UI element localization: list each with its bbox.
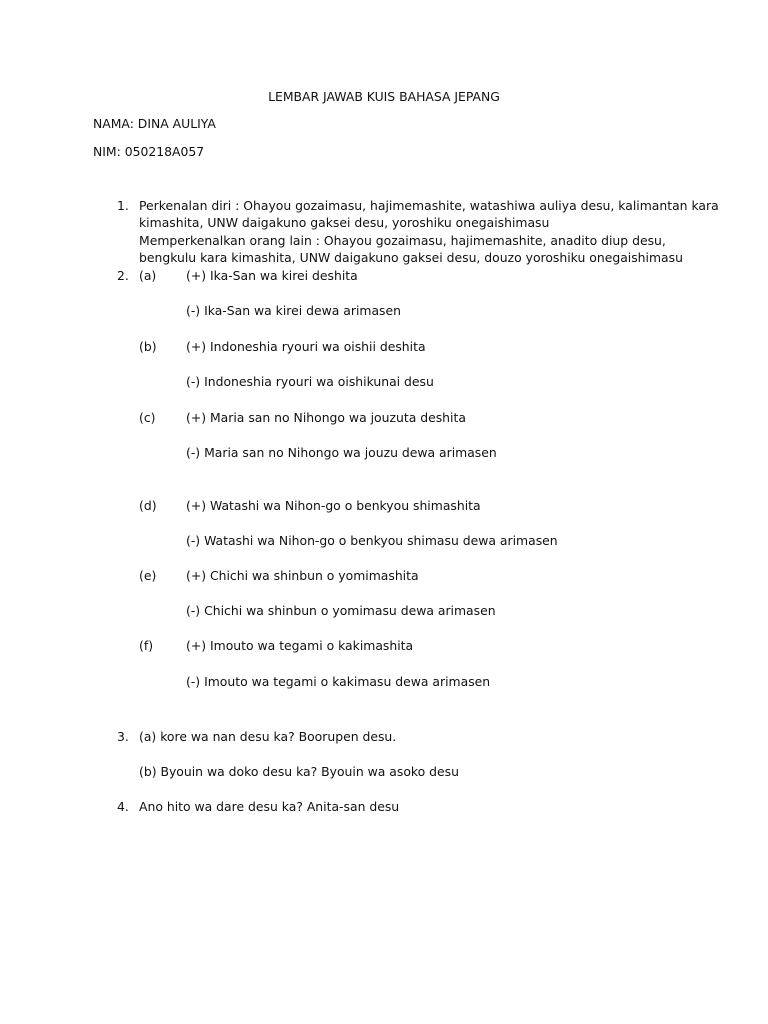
q2-item-letter: (c): [139, 410, 156, 425]
q2-number: 2.: [117, 268, 129, 283]
q2-item-negative: (-) Indoneshia ryouri wa oishikunai desu: [186, 374, 434, 389]
q2-item-negative: (-) Watashi wa Nihon-go o benkyou shimasu dewa arimasen: [186, 533, 558, 548]
q2-item-negative: (-) Imouto wa tegami o kakimasu dewa arimasen: [186, 674, 491, 689]
q1-number: 1.: [117, 198, 129, 213]
q2-item-positive: (+) Chichi wa shinbun o yomimashita: [186, 568, 419, 583]
q2-item-positive: (+) Maria san no Nihongo wa jouzuta deshita: [186, 410, 466, 425]
q1-line-4: bengkulu kara kimashita, UNW daigakuno gaksei desu, douzo yoroshiku onegaishimasu: [139, 250, 683, 265]
q1-line-1: Perkenalan diri : Ohayou gozaimasu, hajimemashite, watashiwa auliya desu, kalimantan kara: [139, 198, 719, 213]
q3-answer-a: (a) kore wa nan desu ka? Boorupen desu.: [139, 729, 397, 744]
q2-item-letter: (f): [139, 638, 154, 653]
student-nim: NIM: 050218A057: [93, 144, 205, 159]
q2-item-letter: (b): [139, 339, 157, 354]
q2-item-letter: (a): [139, 268, 157, 283]
q1-line-3: Memperkenalkan orang lain : Ohayou gozaimasu, hajimemashite, anadito diup desu,: [139, 233, 666, 248]
q4-answer: Ano hito wa dare desu ka? Anita-san desu: [139, 799, 400, 814]
q2-item-negative: (-) Chichi wa shinbun o yomimasu dewa arimasen: [186, 603, 496, 618]
q4-number: 4.: [117, 799, 129, 814]
q2-item-positive: (+) Watashi wa Nihon-go o benkyou shimashita: [186, 498, 481, 513]
q2-item-letter: (d): [139, 498, 157, 513]
q2-item-positive: (+) Ika-San wa kirei deshita: [186, 268, 358, 283]
student-name: NAMA: DINA AULIYA: [93, 116, 216, 131]
q2-item-negative: (-) Maria san no Nihongo wa jouzu dewa arimasen: [186, 445, 497, 460]
document-title: LEMBAR JAWAB KUIS BAHASA JEPANG: [268, 89, 500, 104]
q2-item-positive: (+) Imouto wa tegami o kakimashita: [186, 638, 414, 653]
q2-item-positive: (+) Indoneshia ryouri wa oishii deshita: [186, 339, 426, 354]
q1-line-2: kimashita, UNW daigakuno gaksei desu, yoroshiku onegaishimasu: [139, 215, 550, 230]
q3-answer-b: (b) Byouin wa doko desu ka? Byouin wa asoko desu: [139, 764, 459, 779]
q2-item-letter: (e): [139, 568, 157, 583]
q3-number: 3.: [117, 729, 129, 744]
q2-item-negative: (-) Ika-San wa kirei dewa arimasen: [186, 303, 401, 318]
